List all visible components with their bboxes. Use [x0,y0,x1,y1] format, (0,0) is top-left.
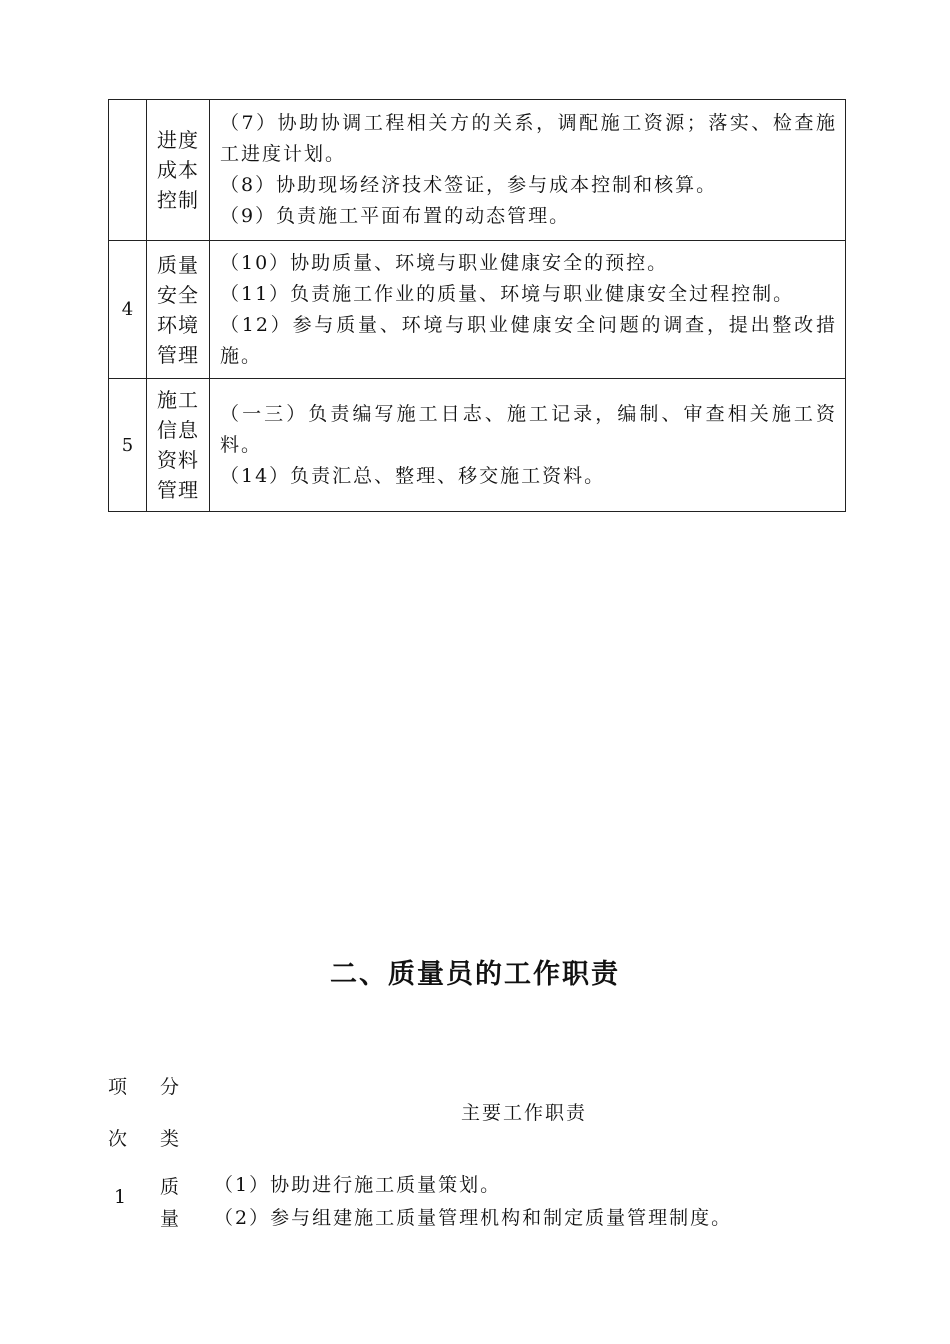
table-row [109,379,846,512]
duty-item: （14）负责汇总、整理、移交施工资料。 [220,464,606,487]
duty-item: （2）参与组建施工质量管理机构和制定质量管理制度。 [214,1207,733,1229]
table-row [109,100,846,241]
category-line: 控制 [157,188,199,212]
category-line: 安全 [157,282,199,307]
row-duties [210,379,846,512]
row-category-line2: 量 [160,1208,181,1230]
category-line: 成本 [157,158,199,182]
category-line: 信息 [157,418,199,442]
responsibility-table [108,99,846,512]
header-col3: 主要工作职责 [461,1102,588,1124]
table-row [109,241,846,379]
row-duties [210,241,846,379]
category-line: 环境 [157,312,199,337]
category-line: 资料 [157,448,199,472]
row-number: 4 [109,241,147,379]
row-duties [210,100,846,241]
row-number [109,100,147,241]
row-number: 1 [114,1186,128,1208]
header-col2-line1: 分 [160,1076,181,1098]
row-category [147,241,210,379]
row-category [147,100,210,241]
duty-item: （10）协助质量、环境与职业健康安全的预控。 [220,251,669,274]
duty-item: （1）协助进行施工质量策划。 [214,1174,502,1196]
row-category-line1: 质 [160,1176,181,1198]
row-category [147,379,210,512]
header-col2-line2: 类 [160,1128,181,1150]
row-number: 5 [109,379,147,512]
category-line: 进度 [157,128,199,152]
header-col1-line2: 次 [108,1128,129,1150]
category-line: 施工 [157,388,199,412]
section-title: 二、质量员的工作职责 [330,959,620,990]
duty-item: （一三）负责编写施工日志、施工记录，编制、审查相关施工资料。 [220,402,837,456]
category-line: 管理 [157,342,199,367]
duty-item: （11）负责施工作业的质量、环境与职业健康安全过程控制。 [220,282,795,305]
duty-item: （9）负责施工平面布置的动态管理。 [220,205,571,227]
duty-item: （12）参与质量、环境与职业健康安全问题的调查，提出整改措施。 [220,313,837,367]
header-col1-line1: 项 [108,1076,129,1098]
duty-item: （7）协助协调工程相关方的关系，调配施工资源；落实、检查施工进度计划。 [220,112,837,165]
category-line: 管理 [157,478,199,502]
category-line: 质量 [157,252,199,277]
duty-item: （8）协助现场经济技术签证，参与成本控制和核算。 [220,174,718,196]
